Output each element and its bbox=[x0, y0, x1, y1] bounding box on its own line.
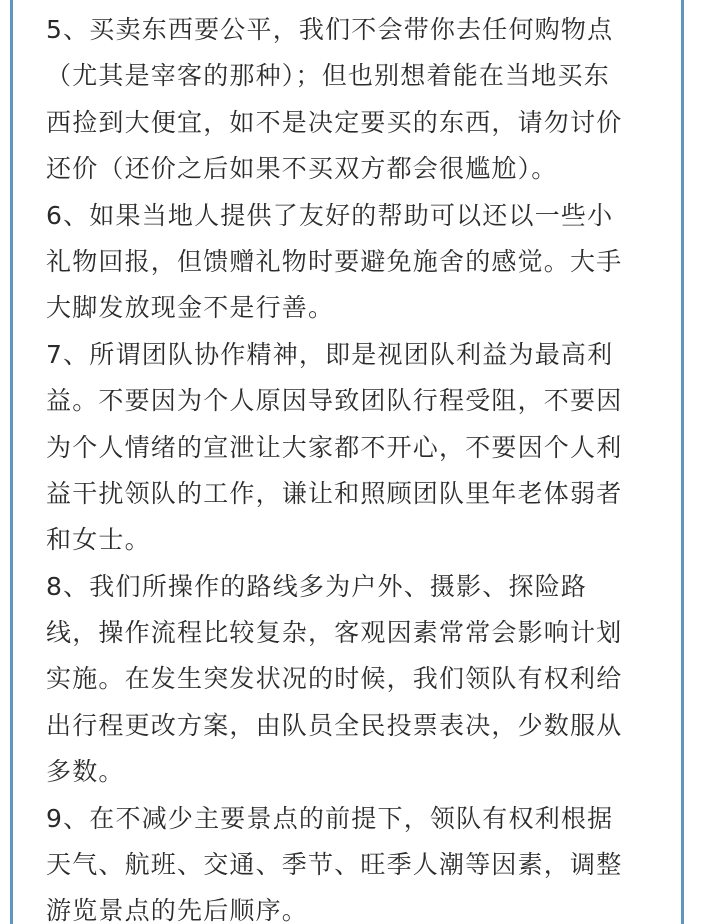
right-border-line bbox=[681, 0, 684, 924]
text-line: 8、我们所操作的路线多为户外、摄影、探险路 bbox=[46, 571, 588, 601]
text-line: 大脚发放现金不是行善。 bbox=[46, 293, 335, 323]
rule-item-8 bbox=[46, 564, 666, 796]
text-line: 游览景点的先后顺序。 bbox=[46, 896, 309, 924]
text-line: 为个人情绪的宣泄让大家都不开心，不要因个人利 bbox=[46, 432, 623, 462]
text-line: 和女士。 bbox=[46, 525, 151, 555]
text-line: 线，操作流程比较复杂，客观因素常常会影响计划 bbox=[46, 618, 623, 648]
left-border-line bbox=[10, 0, 13, 924]
rules-text-body bbox=[46, 7, 666, 924]
text-line: （尤其是宰客的那种）；但也别想着能在当地买东 bbox=[46, 61, 610, 91]
rule-item-5 bbox=[46, 7, 666, 193]
rule-item-9 bbox=[46, 796, 666, 924]
text-line: 益干扰领队的工作，谦让和照顾团队里年老体弱者 bbox=[46, 478, 623, 508]
text-line: 还价（还价之后如果不买双方都会很尴尬）。 bbox=[46, 154, 558, 184]
text-line: 5、买卖东西要公平，我们不会带你去任何购物点 bbox=[46, 15, 614, 44]
text-line: 出行程更改方案，由队员全民投票表决，少数服从 bbox=[46, 710, 623, 740]
text-line: 6、如果当地人提供了友好的帮助可以还以一些小 bbox=[46, 200, 614, 230]
text-line: 礼物回报，但馈赠礼物时要避免施舍的感觉。大手 bbox=[46, 246, 623, 276]
text-line: 益。不要因为个人原因导致团队行程受阻，不要因 bbox=[46, 386, 623, 416]
text-line: 7、所谓团队协作精神，即是视团队利益为最高利 bbox=[46, 339, 614, 369]
text-line: 西捡到大便宜，如不是决定要买的东西，请勿讨价 bbox=[46, 107, 623, 137]
rule-item-6 bbox=[46, 193, 666, 332]
text-line: 实施。在发生突发状况的时候，我们领队有权利给 bbox=[46, 664, 623, 694]
text-line: 9、在不减少主要景点的前提下，领队有权利根据 bbox=[46, 803, 614, 833]
text-line: 多数。 bbox=[46, 757, 125, 787]
rule-item-7 bbox=[46, 332, 666, 564]
text-line: 天气、航班、交通、季节、旺季人潮等因素，调整 bbox=[46, 850, 623, 880]
